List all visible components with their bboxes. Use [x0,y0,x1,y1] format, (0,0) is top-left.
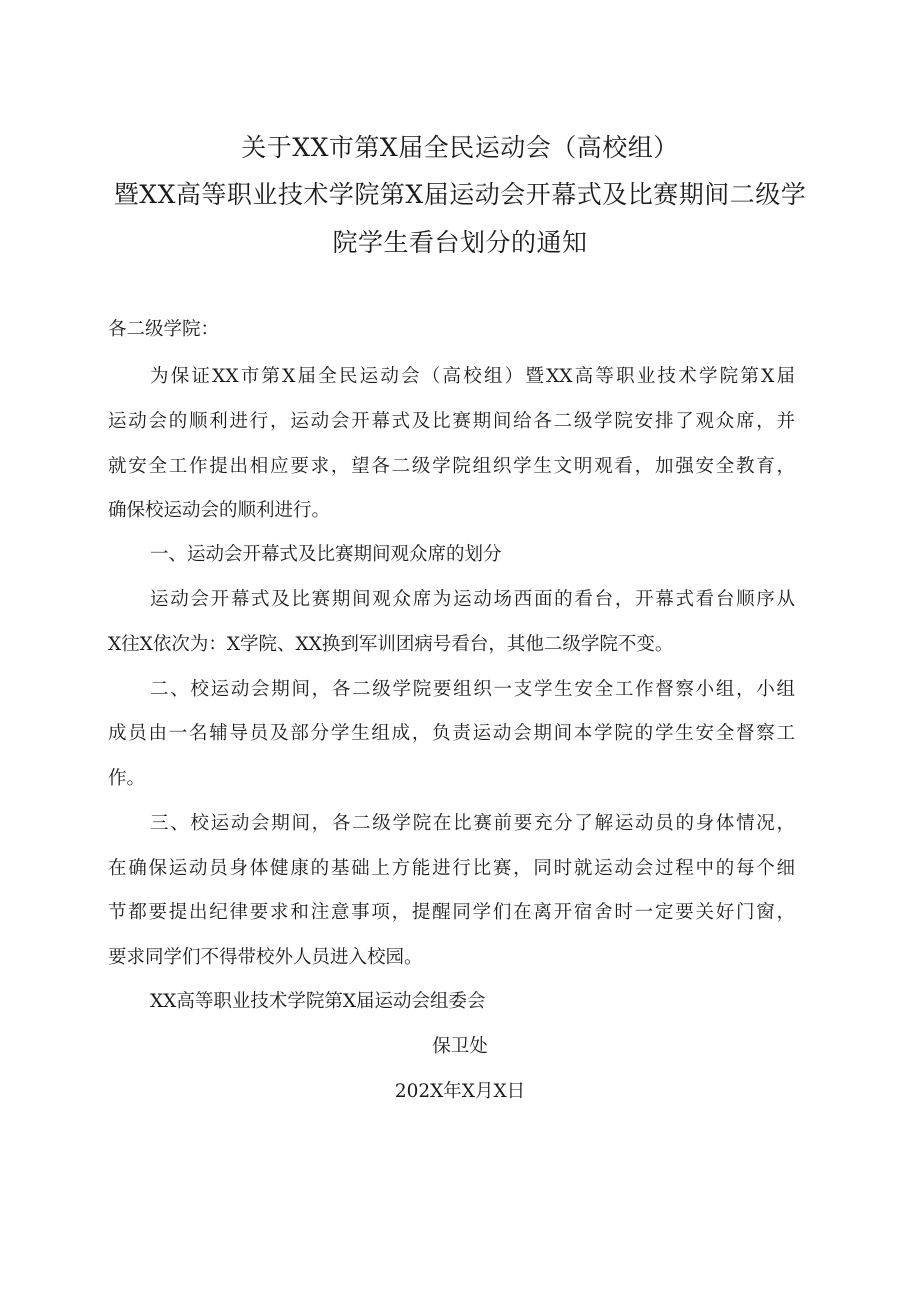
intro-line: 就安全工作提出相应要求，望各二级学院组织学生文明观看，加强安全教育， [108,456,795,477]
signature-date: 202X年X月X日 [394,1081,526,1102]
section1-line: 运动会开幕式及比赛期间观众席为运动场西面的看台，开幕式看台顺序从 [150,589,795,610]
section3-line: 三、校运动会期间，各二级学院在比赛前要充分了解运动员的身体情况， [150,813,795,834]
section2-line: 作。 [108,768,146,789]
section1-heading: 一、运动会开幕式及比赛期间观众席的划分 [150,544,502,565]
section3-line: 要求同学们不得带校外人员进入校园。 [108,947,423,968]
title-line-2: 暨XX高等职业技术学院第X届运动会开幕式及比赛期间二级学 [113,180,807,209]
section2-line: 二、校运动会期间，各二级学院要组织一支学生安全工作督察小组，小组 [150,679,795,700]
title-line-3: 院学生看台划分的通知 [332,228,588,257]
intro-line: 为保证XX市第X届全民运动会（高校组）暨XX高等职业技术学院第X届 [150,366,795,387]
intro-line: 确保校运动会的顺利进行。 [108,500,331,521]
intro-line: 运动会的顺利进行，运动会开幕式及比赛期间给各二级学院安排了观众席，并 [108,411,795,432]
section3-line: 节都要提出纪律要求和注意事项，提醒同学们在离开宿舍时一定要关好门窗， [108,902,795,923]
section3-line: 在确保运动员身体健康的基础上方能进行比赛，同时就运动会过程中的每个细 [108,858,795,879]
section2-line: 成员由一名辅导员及部分学生组成，负责运动会期间本学院的学生安全督察工 [108,723,795,744]
signature-dept: 保卫处 [432,1036,488,1057]
title-line-1: 关于XX市第X届全民运动会（高校组） [241,133,679,162]
section1-line: X往X依次为：X学院、XX换到军训团病号看台，其他二级学院不变。 [108,634,674,655]
salutation: 各二级学院： [108,319,220,340]
signature-org: XX高等职业技术学院第X届运动会组委会 [150,991,486,1012]
